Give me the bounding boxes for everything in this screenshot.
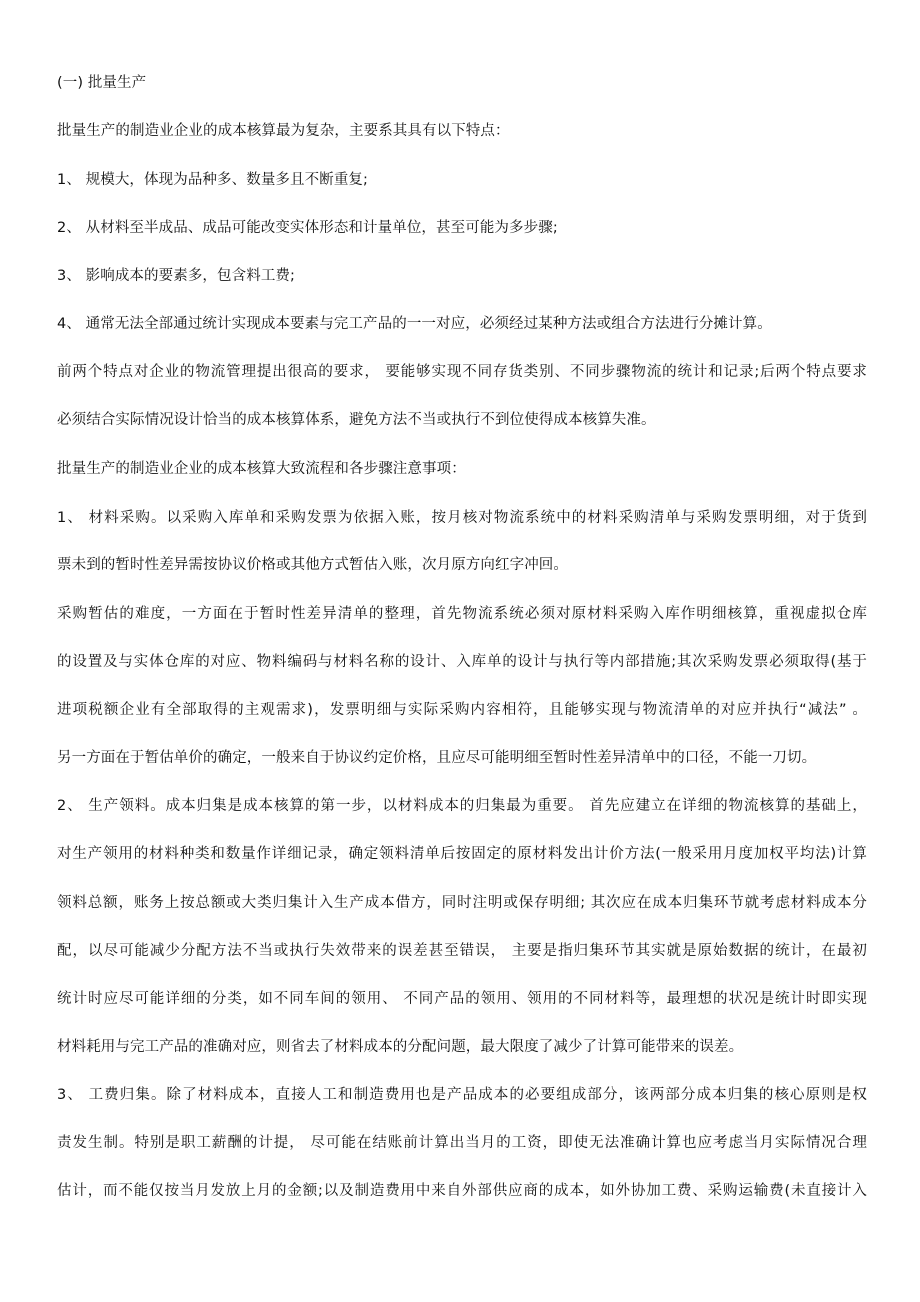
section-heading: (一) 批量生产 bbox=[57, 75, 147, 91]
paragraph-line: 前两个特点对企业的物流管理提出很高的要求， 要能够实现不同存货类别、不同步骤物流的统计和记录;后两个特点要求 bbox=[57, 364, 867, 380]
paragraph-line: 统计时应尽可能详细的分类，如不同车间的领用、 不同产品的领用、领用的不同材料等，最理想的状况是统计时即实现 bbox=[57, 991, 867, 1007]
paragraph-line: 对生产领用的材料种类和数量作详细记录，确定领料清单后按固定的原材料发出计价方法(一般采用月度加权平均法)计算 bbox=[57, 846, 867, 862]
list-item: 2、 生产领料。成本归集是成本核算的第一步，以材料成本的归集最为重要。 首先应建立在详细的物流核算的基础上， bbox=[57, 798, 867, 814]
paragraph-line: 估计，而不能仅按当月发放上月的金额;以及制造费用中来自外部供应商的成本，如外协加工费、采购运输费(未直接计入 bbox=[57, 1183, 867, 1199]
list-item: 3、 影响成本的要素多，包含料工费; bbox=[57, 268, 296, 284]
paragraph-line: 材料耗用与完工产品的准确对应，则省去了材料成本的分配问题，最大限度了减少了计算可能带来的误差。 bbox=[57, 1039, 744, 1055]
list-item: 1、 规模大，体现为品种多、数量多且不断重复; bbox=[57, 172, 369, 188]
paragraph-line: 批量生产的制造业企业的成本核算最为复杂，主要系其具有以下特点： bbox=[57, 123, 510, 139]
paragraph-line: 的设置及与实体仓库的对应、物料编码与材料名称的设计、入库单的设计与执行等内部措施;其次采购发票必须取得(基于 bbox=[57, 654, 867, 670]
list-item: 3、 工费归集。除了材料成本，直接人工和制造费用也是产品成本的必要组成部分，该两部分成本归集的核心原则是权 bbox=[57, 1087, 867, 1103]
paragraph-line: 领料总额，账务上按总额或大类归集计入生产成本借方，同时注明或保存明细; 其次应在成本归集环节就考虑材料成本分 bbox=[57, 895, 867, 911]
paragraph-line: 进项税额企业有全部取得的主观需求)，发票明细与实际采购内容相符，且能够实现与物流清单的对应并执行“减法” 。 bbox=[57, 702, 867, 718]
list-item: 1、 材料采购。以采购入库单和采购发票为依据入账，按月核对物流系统中的材料采购清单与采购发票明细，对于货到 bbox=[57, 510, 867, 526]
paragraph-line: 必须结合实际情况设计恰当的成本核算体系，避免方法不当或执行不到位使得成本核算失准。 bbox=[57, 412, 656, 428]
list-item: 2、 从材料至半成品、成品可能改变实体形态和计量单位，甚至可能为多步骤; bbox=[57, 220, 558, 236]
paragraph-line: 采购暂估的难度，一方面在于暂时性差异清单的整理，首先物流系统必须对原材料采购入库作明细核算，重视虚拟仓库 bbox=[57, 606, 867, 622]
paragraph-line: 批量生产的制造业企业的成本核算大致流程和各步骤注意事项： bbox=[57, 461, 466, 477]
paragraph-line: 另一方面在于暂估单价的确定，一般来自于协议约定价格，且应尽可能明细至暂时性差异清单中的口径，不能一刀切。 bbox=[57, 750, 817, 766]
paragraph-line: 配，以尽可能减少分配方法不当或执行失效带来的误差甚至错误， 主要是指归集环节其实就是原始数据的统计，在最初 bbox=[57, 943, 867, 959]
paragraph-line: 责发生制。特别是职工薪酬的计提， 尽可能在结账前计算出当月的工资，即使无法准确计算也应考虑当月实际情况合理 bbox=[57, 1135, 867, 1151]
paragraph-line: 票未到的暂时性差异需按协议价格或其他方式暂估入账，次月原方向红字冲回。 bbox=[57, 557, 568, 573]
list-item: 4、 通常无法全部通过统计实现成本要素与完工产品的一一对应，必须经过某种方法或组合方法进行分摊计算。 bbox=[57, 316, 772, 332]
